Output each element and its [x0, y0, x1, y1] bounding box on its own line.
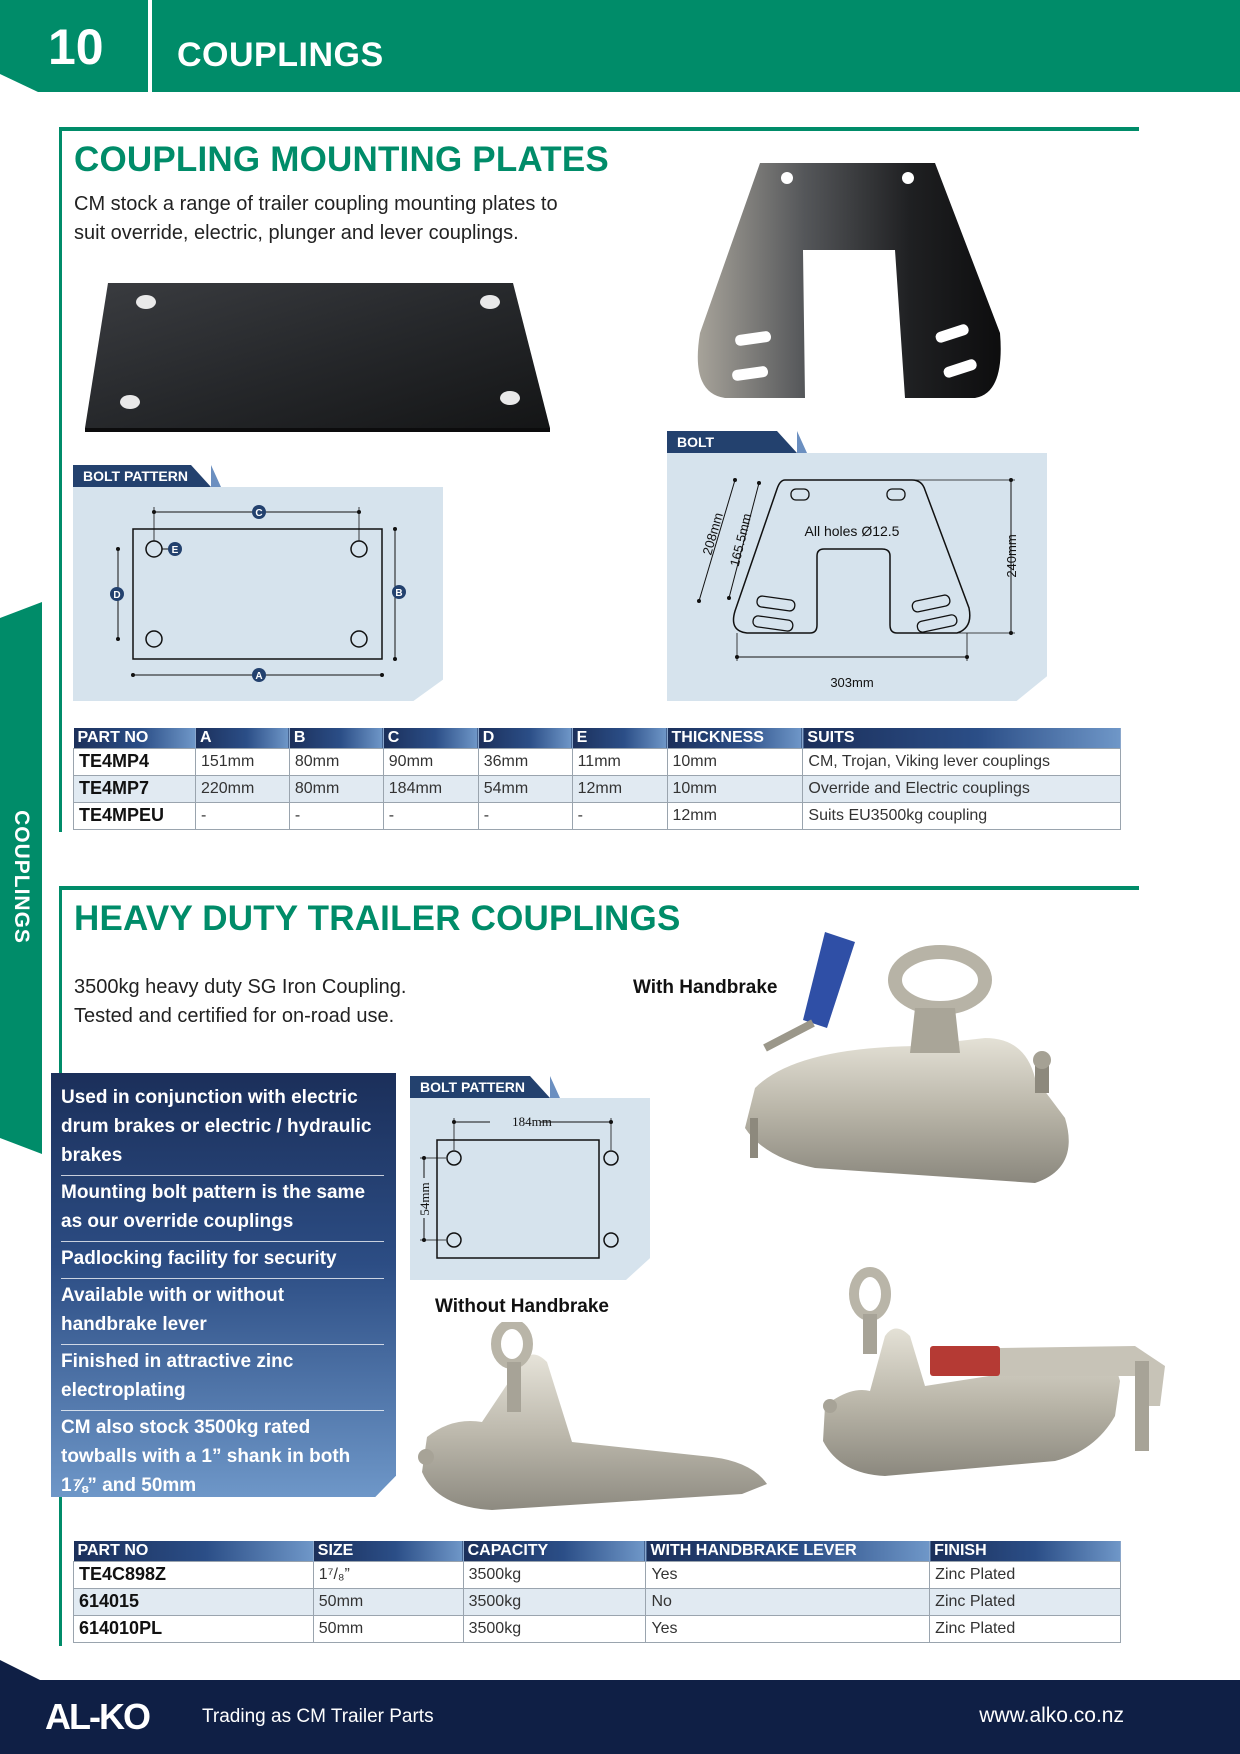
table-cell: 50mm	[313, 1615, 463, 1642]
column-header: D	[478, 728, 572, 748]
dim-184: 184mm	[512, 1114, 552, 1129]
bolt-pattern-diagram-2	[667, 453, 1047, 701]
table-cell: 220mm	[195, 775, 289, 802]
table-cell: No	[646, 1588, 930, 1615]
table-row	[74, 775, 1121, 802]
dim-240: 240mm	[1004, 534, 1019, 578]
rectangular-plate-photo	[80, 280, 555, 435]
table-cell: 80mm	[289, 748, 383, 775]
feature-item: Used in conjunction with electric drum brakes or electric / hydraulic brakes	[61, 1081, 384, 1176]
table-cell: 80mm	[289, 775, 383, 802]
page-header	[0, 0, 1240, 92]
header-section-title: COUPLINGS	[177, 36, 384, 74]
table-row	[74, 802, 1121, 829]
feature-item: Finished in attractive zinc electroplating	[61, 1345, 384, 1411]
column-header: B	[289, 728, 383, 748]
table-cell: -	[383, 802, 478, 829]
bolt-tab-tail	[211, 465, 221, 487]
footer-tagline: Trading as CM Trailer Parts	[202, 1706, 434, 1727]
table-row	[74, 1588, 1121, 1615]
table-cell: Zinc Plated	[930, 1561, 1121, 1588]
table-cell: 3500kg	[463, 1561, 646, 1588]
mounting-plates-table	[73, 728, 1121, 830]
table-cell: 12mm	[667, 802, 803, 829]
bolt-diagram-1-drawing	[73, 487, 443, 701]
part-number: TE4MPEU	[74, 802, 196, 829]
bolt-pattern-tab-2	[667, 431, 777, 453]
table-cell: 90mm	[383, 748, 478, 775]
dim-label-e: E	[171, 545, 179, 556]
dim-165: 165.5mm	[726, 511, 755, 569]
table-cell: -	[572, 802, 667, 829]
table-cell: 36mm	[478, 748, 572, 775]
table-row	[74, 1615, 1121, 1642]
table-cell: Override and Electric couplings	[803, 775, 1121, 802]
table-cell: Zinc Plated	[930, 1588, 1121, 1615]
dim-303: 303mm	[830, 675, 874, 690]
alko-logo-text: AL-KO	[45, 1697, 149, 1737]
section2-intro	[74, 973, 544, 1031]
column-header: SUITS	[803, 728, 1121, 748]
page-number: 10	[48, 19, 104, 75]
section1-intro-line1: CM stock a range of trailer coupling mounting plates to	[74, 193, 558, 215]
table-cell: 3500kg	[463, 1588, 646, 1615]
column-header: A	[195, 728, 289, 748]
bolt-pattern-label-3: BOLT PATTERN	[420, 1079, 525, 1095]
bolt-pattern-diagram-1	[73, 487, 443, 701]
part-number: 614010PL	[74, 1615, 314, 1642]
bolt-diagram-2-drawing	[667, 453, 1047, 701]
side-tab-label-wrap	[6, 810, 36, 944]
feature-item: Padlocking facility for security	[61, 1242, 384, 1279]
table-cell: 11mm	[572, 748, 667, 775]
side-tab-label: COUPLINGS	[10, 810, 33, 944]
bolt-pattern-tab-3	[410, 1076, 530, 1098]
heavy-duty-couplings-table	[73, 1541, 1121, 1643]
part-number: TE4MP7	[74, 775, 196, 802]
table-cell: 151mm	[195, 748, 289, 775]
feature-item: Mounting bolt pattern is the same as our override couplings	[61, 1176, 384, 1242]
table-cell: Yes	[646, 1615, 930, 1642]
section2-intro-line2: Tested and certified for on-road use.	[74, 1005, 395, 1027]
u-shaped-plate-photo	[695, 158, 1005, 403]
alko-logo	[45, 1697, 183, 1737]
table-cell: 50mm	[313, 1588, 463, 1615]
section1-left-rule	[59, 127, 62, 832]
table-cell: -	[195, 802, 289, 829]
part-number: TE4MP4	[74, 748, 196, 775]
table-cell: Yes	[646, 1561, 930, 1588]
table-header-row	[74, 728, 1121, 748]
column-header: E	[572, 728, 667, 748]
coupling-with-red-handbrake-photo	[815, 1266, 1175, 1491]
table-row	[74, 1561, 1121, 1588]
section1-top-rule	[59, 127, 1139, 131]
table-cell: 54mm	[478, 775, 572, 802]
bolt-pattern-diagram-3	[410, 1098, 650, 1280]
features-list	[61, 1081, 384, 1505]
column-header: PART NO	[74, 1541, 314, 1561]
bolt-pattern-label-1: BOLT PATTERN	[83, 468, 188, 484]
section2-title: HEAVY DUTY TRAILER COUPLINGS	[74, 899, 681, 938]
coupling-without-handbrake-photo	[412, 1322, 772, 1517]
part-number: TE4C898Z	[74, 1561, 314, 1588]
table-cell: 3500kg	[463, 1615, 646, 1642]
column-header: FINISH	[930, 1541, 1121, 1561]
bolt-tab-tail	[550, 1076, 560, 1098]
feature-item: CM also stock 3500kg rated towballs with a 1” shank in both 1⅞” and 50mm	[61, 1417, 351, 1496]
column-header: PART NO	[74, 728, 196, 748]
bolt-diagram-3-drawing	[410, 1098, 650, 1280]
table-cell: -	[289, 802, 383, 829]
table-cell: Suits EU3500kg coupling	[803, 802, 1121, 829]
table-row	[74, 748, 1121, 775]
column-header: CAPACITY	[463, 1541, 646, 1561]
section2-top-rule	[59, 886, 1139, 890]
section1-title: COUPLING MOUNTING PLATES	[74, 140, 609, 179]
dim-54: 54mm	[417, 1182, 432, 1216]
footer-website[interactable]: www.alko.co.nz	[979, 1704, 1124, 1727]
table-cell: 184mm	[383, 775, 478, 802]
table-cell: 10mm	[667, 775, 803, 802]
table-cell: Zinc Plated	[930, 1615, 1121, 1642]
section1-intro-line2: suit override, electric, plunger and lever couplings.	[74, 222, 519, 244]
part-number: 614015	[74, 1588, 314, 1615]
caption-without-handbrake: Without Handbrake	[435, 1296, 609, 1317]
feature-item: Available with or without handbrake lever	[61, 1279, 384, 1345]
caption-with-handbrake: With Handbrake	[633, 977, 778, 998]
table-cell: 10mm	[667, 748, 803, 775]
column-header: THICKNESS	[667, 728, 803, 748]
section2-intro-line1: 3500kg heavy duty SG Iron Coupling.	[74, 976, 407, 998]
table-cell: 1⁷/₈”	[313, 1561, 463, 1588]
section1-intro	[74, 190, 634, 248]
dim-label-a: A	[255, 671, 263, 682]
bolt-pattern-label-2: BOLT	[677, 434, 715, 450]
dim-label-c: C	[255, 508, 263, 519]
table-cell: -	[478, 802, 572, 829]
bolt-tab-tail	[797, 431, 807, 453]
column-header: WITH HANDBRAKE LEVER	[646, 1541, 930, 1561]
holes-note: All holes Ø12.5	[804, 523, 900, 539]
dim-label-d: D	[113, 590, 121, 601]
dim-208: 208mm	[699, 510, 726, 557]
header-divider	[148, 0, 152, 92]
table-cell: 12mm	[572, 775, 667, 802]
table-header-row	[74, 1541, 1121, 1561]
coupling-with-handbrake-photo	[735, 928, 1105, 1206]
table-cell: CM, Trojan, Viking lever couplings	[803, 748, 1121, 775]
header-notch	[0, 74, 38, 92]
dim-label-b: B	[395, 588, 403, 599]
column-header: SIZE	[313, 1541, 463, 1561]
bolt-pattern-tab-1	[73, 465, 191, 487]
column-header: C	[383, 728, 478, 748]
